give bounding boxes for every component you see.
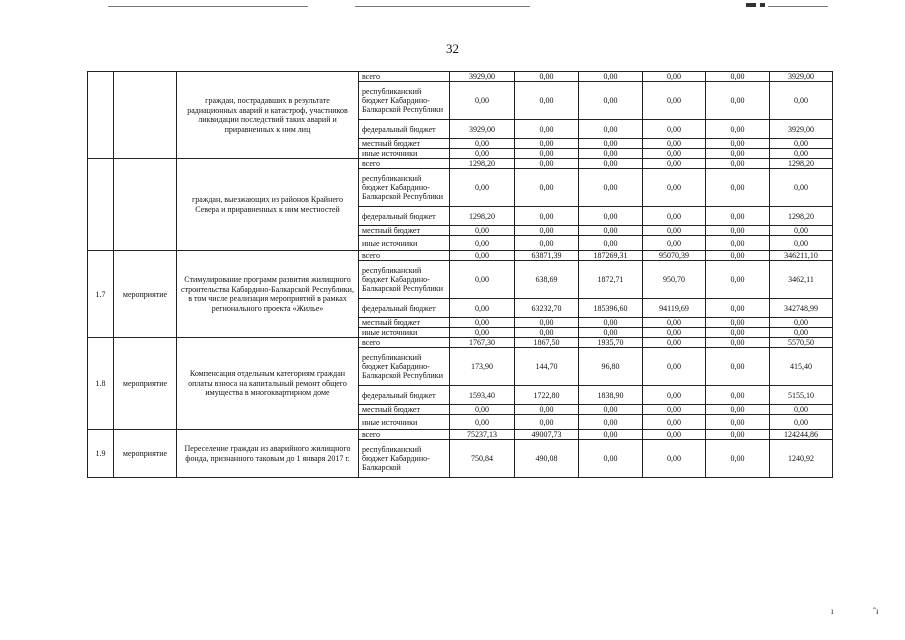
value-cell: 1838,90 <box>579 386 643 405</box>
funding-source: иные источники <box>359 149 450 159</box>
value-cell: 0,00 <box>706 149 770 159</box>
value-cell: 0,00 <box>515 72 579 82</box>
value-cell: 0,00 <box>450 299 515 318</box>
value-cell: 0,00 <box>706 169 770 207</box>
page-number: 32 <box>446 41 459 56</box>
funding-source: иные источники <box>359 328 450 338</box>
total-cell: 1298,20 <box>770 207 833 226</box>
value-cell: 0,00 <box>515 207 579 226</box>
funding-source: федеральный бюджет <box>359 120 450 139</box>
value-cell: 185396,60 <box>579 299 643 318</box>
header-rule-center <box>355 6 530 7</box>
value-cell: 0,00 <box>706 299 770 318</box>
value-cell: 94119,69 <box>643 299 706 318</box>
value-cell: 0,00 <box>579 430 643 440</box>
funding-source: федеральный бюджет <box>359 386 450 405</box>
total-cell: 0,00 <box>770 328 833 338</box>
value-cell: 0,00 <box>579 139 643 149</box>
row-type: мероприятие <box>114 251 177 338</box>
total-cell: 5155,10 <box>770 386 833 405</box>
value-cell: 0,00 <box>643 139 706 149</box>
value-cell: 0,00 <box>450 251 515 261</box>
value-cell: 0,00 <box>579 236 643 251</box>
total-cell: 0,00 <box>770 405 833 415</box>
row-name: Стимулирование программ развития жилищного строительства Кабардино-Балкарской Республики, в том числе реализация мероприятий в рамках регионального проекта «Жилье» <box>177 251 359 338</box>
funding-source: всего <box>359 159 450 169</box>
value-cell: 0,00 <box>706 415 770 430</box>
funding-source: федеральный бюджет <box>359 299 450 318</box>
total-cell: 0,00 <box>770 139 833 149</box>
value-cell: 0,00 <box>706 72 770 82</box>
value-cell: 0,00 <box>515 169 579 207</box>
value-cell: 0,00 <box>450 226 515 236</box>
funding-source: республиканский бюджет Кабардино-Балкарской Республики <box>359 261 450 299</box>
value-cell: 0,00 <box>643 338 706 348</box>
value-cell: 0,00 <box>706 82 770 120</box>
value-cell: 0,00 <box>450 328 515 338</box>
row-type: мероприятие <box>114 338 177 430</box>
value-cell: 49007,73 <box>515 430 579 440</box>
total-cell: 124244,86 <box>770 430 833 440</box>
row-name: Компенсация отдельным категориям граждан оплаты взноса на капитальный ремонт общего имущества в многоквартирном доме <box>177 338 359 430</box>
value-cell: 0,00 <box>579 405 643 415</box>
value-cell: 0,00 <box>515 120 579 139</box>
value-cell: 1298,20 <box>450 207 515 226</box>
value-cell: 0,00 <box>579 72 643 82</box>
value-cell: 0,00 <box>643 159 706 169</box>
value-cell: 1767,30 <box>450 338 515 348</box>
funding-source: иные источники <box>359 415 450 430</box>
value-cell: 0,00 <box>643 328 706 338</box>
value-cell: 0,00 <box>515 149 579 159</box>
value-cell: 0,00 <box>450 318 515 328</box>
row-name: Переселение граждан из аварийного жилищного фонда, признанного таковым до 1 января 2017 г. <box>177 430 359 478</box>
funding-source: федеральный бюджет <box>359 207 450 226</box>
total-cell: 1298,20 <box>770 159 833 169</box>
table-row <box>88 338 833 348</box>
row-type <box>114 72 177 159</box>
value-cell: 0,00 <box>706 440 770 478</box>
funding-source: всего <box>359 430 450 440</box>
table-row <box>88 251 833 261</box>
total-cell: 1240,92 <box>770 440 833 478</box>
value-cell: 490,08 <box>515 440 579 478</box>
table-row <box>88 72 833 82</box>
value-cell: 0,00 <box>643 236 706 251</box>
value-cell: 0,00 <box>643 415 706 430</box>
value-cell: 0,00 <box>643 82 706 120</box>
value-cell: 0,00 <box>579 169 643 207</box>
funding-source: местный бюджет <box>359 226 450 236</box>
value-cell: 0,00 <box>643 226 706 236</box>
value-cell: 1722,80 <box>515 386 579 405</box>
value-cell: 0,00 <box>515 415 579 430</box>
value-cell: 0,00 <box>579 318 643 328</box>
header-mark <box>746 3 756 7</box>
funding-source: республиканский бюджет Кабардино-Балкарской Республики <box>359 82 450 120</box>
header-rule-left <box>108 6 308 7</box>
value-cell: 0,00 <box>579 159 643 169</box>
row-index <box>88 159 114 251</box>
total-cell: 0,00 <box>770 415 833 430</box>
value-cell: 3929,00 <box>450 72 515 82</box>
value-cell: 0,00 <box>706 120 770 139</box>
funding-source: всего <box>359 338 450 348</box>
funding-source: всего <box>359 251 450 261</box>
value-cell: 0,00 <box>450 405 515 415</box>
value-cell: 63871,39 <box>515 251 579 261</box>
value-cell: 0,00 <box>579 207 643 226</box>
value-cell: 0,00 <box>706 405 770 415</box>
scan-mark: ˆı <box>873 606 879 616</box>
value-cell: 0,00 <box>706 207 770 226</box>
value-cell: 0,00 <box>643 318 706 328</box>
value-cell: 75237,13 <box>450 430 515 440</box>
value-cell: 0,00 <box>579 415 643 430</box>
value-cell: 96,80 <box>579 348 643 386</box>
value-cell: 0,00 <box>706 328 770 338</box>
total-cell: 0,00 <box>770 149 833 159</box>
value-cell: 173,90 <box>450 348 515 386</box>
value-cell: 0,00 <box>579 226 643 236</box>
funding-source: иные источники <box>359 236 450 251</box>
value-cell: 0,00 <box>579 440 643 478</box>
total-cell: 342748,99 <box>770 299 833 318</box>
funding-source: республиканский бюджет Кабардино-Балкарской Республики <box>359 169 450 207</box>
value-cell: 0,00 <box>706 261 770 299</box>
value-cell: 0,00 <box>643 440 706 478</box>
funding-source: местный бюджет <box>359 139 450 149</box>
total-cell: 5570,50 <box>770 338 833 348</box>
row-index: 1.9 <box>88 430 114 478</box>
value-cell: 0,00 <box>643 149 706 159</box>
value-cell: 0,00 <box>515 226 579 236</box>
funding-source: республиканский бюджет Кабардино-Балкарской <box>359 440 450 478</box>
value-cell: 0,00 <box>706 386 770 405</box>
row-index <box>88 72 114 159</box>
value-cell: 0,00 <box>450 261 515 299</box>
value-cell: 0,00 <box>450 139 515 149</box>
total-cell: 0,00 <box>770 226 833 236</box>
value-cell: 0,00 <box>706 430 770 440</box>
value-cell: 187269,31 <box>579 251 643 261</box>
value-cell: 0,00 <box>706 226 770 236</box>
value-cell: 0,00 <box>515 236 579 251</box>
value-cell: 1872,71 <box>579 261 643 299</box>
value-cell: 0,00 <box>643 120 706 139</box>
total-cell: 3929,00 <box>770 120 833 139</box>
total-cell: 346211,10 <box>770 251 833 261</box>
value-cell: 0,00 <box>706 338 770 348</box>
budget-table <box>87 71 833 478</box>
value-cell: 0,00 <box>579 82 643 120</box>
funding-source: республиканский бюджет Кабардино-Балкарской Республики <box>359 348 450 386</box>
table-row <box>88 430 833 440</box>
value-cell: 0,00 <box>515 328 579 338</box>
row-name: граждан, пострадавших в результате радиационных аварий и катастроф, участников ликвидации последствий таких аварий и приравненных к ним лиц <box>177 72 359 159</box>
total-cell: 0,00 <box>770 318 833 328</box>
value-cell: 750,84 <box>450 440 515 478</box>
row-type: мероприятие <box>114 430 177 478</box>
value-cell: 95070,39 <box>643 251 706 261</box>
value-cell: 0,00 <box>450 169 515 207</box>
value-cell: 0,00 <box>706 318 770 328</box>
value-cell: 950,70 <box>643 261 706 299</box>
value-cell: 0,00 <box>706 348 770 386</box>
value-cell: 0,00 <box>515 159 579 169</box>
value-cell: 0,00 <box>643 430 706 440</box>
value-cell: 0,00 <box>643 207 706 226</box>
value-cell: 1593,40 <box>450 386 515 405</box>
value-cell: 0,00 <box>515 405 579 415</box>
funding-source: местный бюджет <box>359 405 450 415</box>
total-cell: 3929,00 <box>770 72 833 82</box>
value-cell: 1867,50 <box>515 338 579 348</box>
header-mark <box>760 3 765 7</box>
value-cell: 0,00 <box>579 328 643 338</box>
value-cell: 0,00 <box>643 72 706 82</box>
table-row <box>88 159 833 169</box>
scan-mark: ı <box>831 606 834 616</box>
value-cell: 0,00 <box>450 149 515 159</box>
value-cell: 0,00 <box>515 318 579 328</box>
header-rule-right <box>768 6 828 7</box>
value-cell: 0,00 <box>515 82 579 120</box>
value-cell: 0,00 <box>706 159 770 169</box>
total-cell: 0,00 <box>770 82 833 120</box>
value-cell: 0,00 <box>706 236 770 251</box>
total-cell: 0,00 <box>770 236 833 251</box>
value-cell: 638,69 <box>515 261 579 299</box>
funding-source: местный бюджет <box>359 318 450 328</box>
row-type <box>114 159 177 251</box>
value-cell: 144,70 <box>515 348 579 386</box>
row-index: 1.7 <box>88 251 114 338</box>
value-cell: 0,00 <box>579 120 643 139</box>
value-cell: 0,00 <box>706 251 770 261</box>
value-cell: 0,00 <box>643 405 706 415</box>
value-cell: 3929,00 <box>450 120 515 139</box>
value-cell: 0,00 <box>515 139 579 149</box>
total-cell: 0,00 <box>770 169 833 207</box>
value-cell: 0,00 <box>450 236 515 251</box>
value-cell: 0,00 <box>579 149 643 159</box>
value-cell: 0,00 <box>706 139 770 149</box>
row-name: граждан, выезжающих из районов Крайнего Севера и приравненных к ним местностей <box>177 159 359 251</box>
value-cell: 0,00 <box>450 82 515 120</box>
value-cell: 0,00 <box>450 415 515 430</box>
value-cell: 63232,70 <box>515 299 579 318</box>
row-index: 1.8 <box>88 338 114 430</box>
value-cell: 0,00 <box>643 169 706 207</box>
funding-source: всего <box>359 72 450 82</box>
value-cell: 0,00 <box>643 348 706 386</box>
value-cell: 1298,20 <box>450 159 515 169</box>
value-cell: 0,00 <box>643 386 706 405</box>
total-cell: 415,40 <box>770 348 833 386</box>
value-cell: 1935,70 <box>579 338 643 348</box>
total-cell: 3462,11 <box>770 261 833 299</box>
